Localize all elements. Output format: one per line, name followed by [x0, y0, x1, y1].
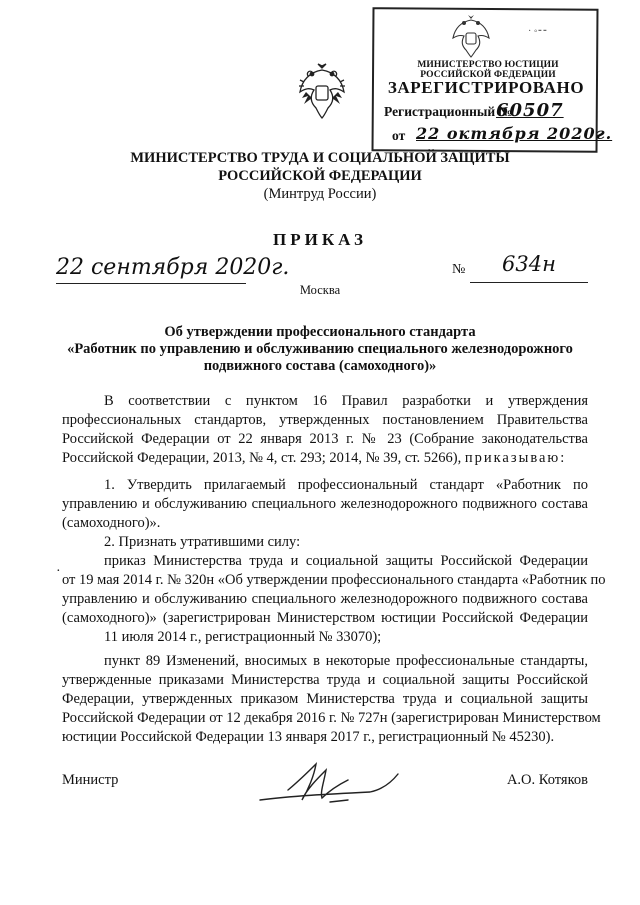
body-line: от 19 мая 2014 г. № 320н «Об утверждении профессионального стандарта «Работник по: [62, 572, 606, 588]
order-title-line1: Об утверждении профессионального стандарта: [164, 324, 476, 340]
body-line: Федерации, утвержденных приказом Министерства труда и социальной защиты: [62, 691, 588, 707]
body-line: Российской Федерации от 22 января 2013 г. № 23 (Собрание законодательства: [62, 431, 588, 447]
order-date: 22 сентября 2020г.: [56, 255, 290, 280]
body-line-text: Российской Федерации, 2013, № 4, ст. 293; 2014, № 39, ст. 5266),: [62, 450, 462, 466]
stamp-emblem: [450, 14, 492, 58]
ministry-name-line2: РОССИЙСКОЙ ФЕДЕРАЦИИ: [218, 168, 422, 184]
body-line: профессиональных стандартов, утвержденных постановлением Правительства: [62, 412, 588, 428]
document-type: ПРИКАЗ: [273, 230, 367, 249]
order-city: Москва: [299, 283, 341, 297]
body-line: [62, 449, 588, 468]
body-line: приказ Министерства труда и социальной защиты Российской Федерации: [104, 553, 588, 569]
stamp-from-label: от: [392, 128, 406, 143]
stamp-reg-date: 22 октября 2020г.: [416, 124, 613, 143]
ministry-short-name: (Минтруд России): [263, 186, 377, 202]
signatory-name: А.О. Котяков: [506, 772, 588, 788]
number-sign: №: [452, 262, 466, 277]
body-line: (самоходного)» (зарегистрирован Министерством юстиции Российской Федерации: [62, 610, 588, 626]
body-line: 11 июля 2014 г., регистрационный № 33070);: [104, 629, 382, 645]
body-line: 2. Признать утратившими силу:: [104, 534, 301, 550]
coat-of-arms-emblem: [296, 62, 348, 120]
stamp-ministry-name: МИНИСТЕРСТВО ЮСТИЦИИ РОССИЙСКОЙ ФЕДЕРАЦИИ: [417, 60, 559, 80]
signatory-position: Министр: [62, 772, 119, 788]
body-line: В соответствии с пунктом 16 Правил разработки и утверждения: [104, 393, 588, 409]
body-line: (самоходного)».: [62, 515, 161, 531]
margin-mark: ·: [56, 564, 61, 579]
body-line: Российской Федерации от 12 декабря 2016 г. № 727н (зарегистрирован Министерством: [62, 710, 601, 726]
body-line: юстиции Российской Федерации 13 января 2017 г., регистрационный № 45230).: [62, 729, 555, 745]
body-line: 1. Утвердить прилагаемый профессиональный стандарт «Работник по: [104, 477, 588, 493]
body-line: утвержденные приказами Министерства труда и социальной защиты Российской: [62, 672, 588, 688]
stamp-reg-label: Регистрационный №: [384, 104, 513, 119]
order-number: 634н: [502, 252, 556, 276]
stamp-title: ЗАРЕГИСТРИРОВАНО: [387, 78, 585, 97]
body-line-decree-word: приказываю:: [464, 450, 567, 466]
stamp-reg-number: 60507: [496, 100, 564, 121]
body-line: управлению и обслуживанию специального железнодорожного подвижного состава: [62, 591, 588, 607]
stamp-mark: · ◦⁃⁃: [528, 26, 548, 37]
ministry-name-line1: МИНИСТЕРСТВО ТРУДА И СОЦИАЛЬНОЙ ЗАЩИТЫ: [130, 150, 510, 166]
order-title-line3: подвижного состава (самоходного)»: [203, 358, 437, 374]
order-title-line2: «Работник по управлению и обслуживанию специального железнодорожного: [67, 341, 573, 357]
body-line: пункт 89 Изменений, вносимых в некоторые профессиональные стандарты,: [104, 653, 588, 669]
body-line: управлению и обслуживанию специального железнодорожного подвижного состава: [62, 496, 588, 512]
handwritten-signature: [230, 760, 420, 810]
